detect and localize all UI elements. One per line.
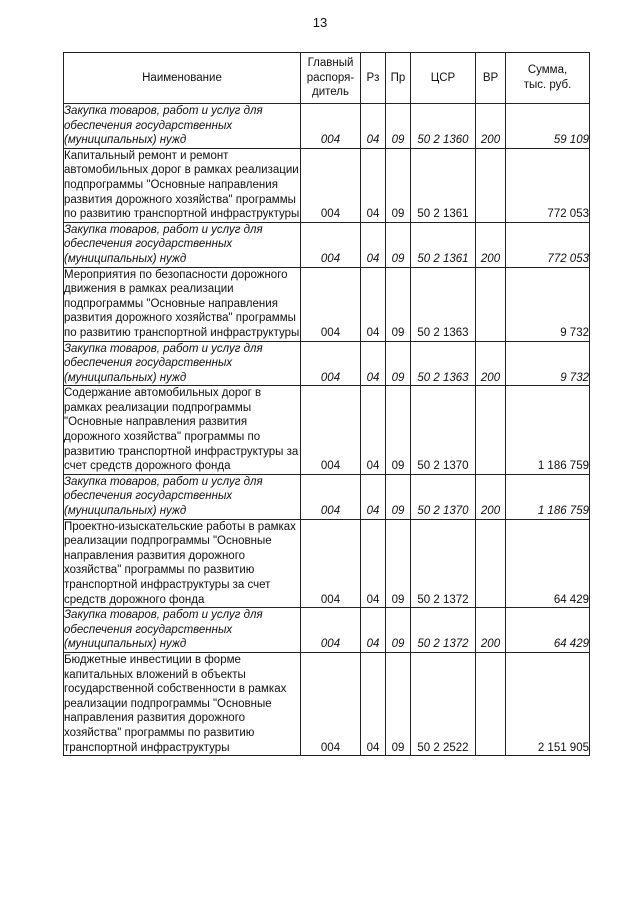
row-manager: 004: [301, 267, 361, 341]
row-csr: 50 2 2522: [411, 652, 476, 755]
row-name: Закупка товаров, работ и услуг для обеспечения государственных (муниципальных) нужд: [64, 341, 301, 386]
row-pr: 09: [386, 608, 411, 653]
table-row: [64, 474, 590, 519]
row-manager: 004: [301, 652, 361, 755]
row-rz: 04: [361, 267, 386, 341]
row-name: Закупка товаров, работ и услуг для обеспечения государственных (муниципальных) нужд: [64, 608, 301, 653]
row-pr: 09: [386, 148, 411, 222]
row-csr: 50 2 1370: [411, 474, 476, 519]
row-manager: 004: [301, 386, 361, 475]
row-vr: [476, 267, 506, 341]
row-csr: 50 2 1360: [411, 104, 476, 149]
table-row: [64, 386, 590, 475]
row-sum: 1 186 759: [506, 386, 590, 475]
row-manager: 004: [301, 474, 361, 519]
header-manager-line3: дитель: [312, 86, 349, 99]
row-name: Мероприятия по безопасности дорожного движения в рамках реализации подпрограммы "Основные направления развития дорожного хозяйства" программы по развитию транспортной инфраструктуры: [64, 267, 301, 341]
row-csr: 50 2 1372: [411, 519, 476, 608]
row-pr: 09: [386, 652, 411, 755]
row-csr: 50 2 1372: [411, 608, 476, 653]
row-vr: [476, 652, 506, 755]
table-row: [64, 104, 590, 149]
header-name: Наименование: [64, 53, 301, 104]
row-vr: 200: [476, 222, 506, 267]
table-row: [64, 608, 590, 653]
table-row: [64, 222, 590, 267]
header-manager-line1: Главный: [307, 57, 354, 70]
row-csr: 50 2 1363: [411, 267, 476, 341]
header-rz: Рз: [361, 53, 386, 104]
table-row: [64, 148, 590, 222]
row-rz: 04: [361, 148, 386, 222]
row-manager: 004: [301, 608, 361, 653]
row-rz: 04: [361, 104, 386, 149]
header-manager-line2: распоря-: [306, 71, 355, 84]
row-sum: 9 732: [506, 267, 590, 341]
row-name: Закупка товаров, работ и услуг для обеспечения государственных (муниципальных) нужд: [64, 222, 301, 267]
row-pr: 09: [386, 474, 411, 519]
row-csr: 50 2 1370: [411, 386, 476, 475]
row-sum: 9 732: [506, 341, 590, 386]
header-pr: Пр: [386, 53, 411, 104]
row-sum: 64 429: [506, 608, 590, 653]
row-vr: 200: [476, 608, 506, 653]
row-sum: 59 109: [506, 104, 590, 149]
row-sum: 772 053: [506, 222, 590, 267]
row-manager: 004: [301, 341, 361, 386]
row-rz: 04: [361, 341, 386, 386]
row-rz: 04: [361, 652, 386, 755]
row-manager: 004: [301, 222, 361, 267]
row-vr: [476, 148, 506, 222]
row-rz: 04: [361, 222, 386, 267]
row-csr: 50 2 1361: [411, 148, 476, 222]
budget-table: [63, 52, 590, 756]
header-sum-line2: тыс. руб.: [523, 79, 572, 91]
row-manager: 004: [301, 148, 361, 222]
row-vr: [476, 386, 506, 475]
row-csr: 50 2 1361: [411, 222, 476, 267]
row-vr: 200: [476, 474, 506, 519]
table-header-row: [64, 53, 590, 104]
table-row: [64, 652, 590, 755]
header-csr: ЦСР: [411, 53, 476, 104]
header-sum-line1: Сумма,: [527, 64, 568, 77]
row-name: Капитальный ремонт и ремонт автомобильных дорог в рамках реализации подпрограммы "Основные направления развития дорожного хозяйства" программы по развитию транспортной инфраструктуры: [64, 148, 301, 222]
row-manager: 004: [301, 104, 361, 149]
table-row: [64, 341, 590, 386]
row-pr: 09: [386, 267, 411, 341]
row-manager: 004: [301, 519, 361, 608]
row-pr: 09: [386, 222, 411, 267]
row-pr: 09: [386, 386, 411, 475]
row-sum: 64 429: [506, 519, 590, 608]
row-name: Проектно-изыскательские работы в рамках реализации подпрограммы "Основные направления развития дорожного хозяйства" программы по развитию транспортной инфраструктуры за счет средств дорожного фонда: [64, 519, 301, 608]
row-sum: 772 053: [506, 148, 590, 222]
row-name: Содержание автомобильных дорог в рамках реализации подпрограммы "Основные направления развития дорожного хозяйства" программы по развитию транспортной инфраструктуры за счет средств дорожного фонда: [64, 386, 301, 475]
row-sum: 1 186 759: [506, 474, 590, 519]
row-rz: 04: [361, 608, 386, 653]
row-sum: 2 151 905: [506, 652, 590, 755]
row-name: Закупка товаров, работ и услуг для обеспечения государственных (муниципальных) нужд: [64, 104, 301, 149]
row-csr: 50 2 1363: [411, 341, 476, 386]
row-name: Закупка товаров, работ и услуг для обеспечения государственных (муниципальных) нужд: [64, 474, 301, 519]
row-rz: 04: [361, 386, 386, 475]
page-number: 13: [312, 15, 328, 30]
row-rz: 04: [361, 474, 386, 519]
row-rz: 04: [361, 519, 386, 608]
row-vr: 200: [476, 341, 506, 386]
table-row: [64, 519, 590, 608]
header-manager: [301, 53, 361, 104]
header-sum: [506, 53, 590, 104]
row-vr: [476, 519, 506, 608]
row-pr: 09: [386, 104, 411, 149]
row-pr: 09: [386, 341, 411, 386]
row-vr: 200: [476, 104, 506, 149]
table-row: [64, 267, 590, 341]
header-vr: ВР: [476, 53, 506, 104]
row-pr: 09: [386, 519, 411, 608]
row-name: Бюджетные инвестиции в форме капитальных вложений в объекты государственной собственности в рамках реализации подпрограммы "Основные направления развития дорожного хозяйства" программы по развитию транспортной инфраструктуры: [64, 652, 301, 755]
